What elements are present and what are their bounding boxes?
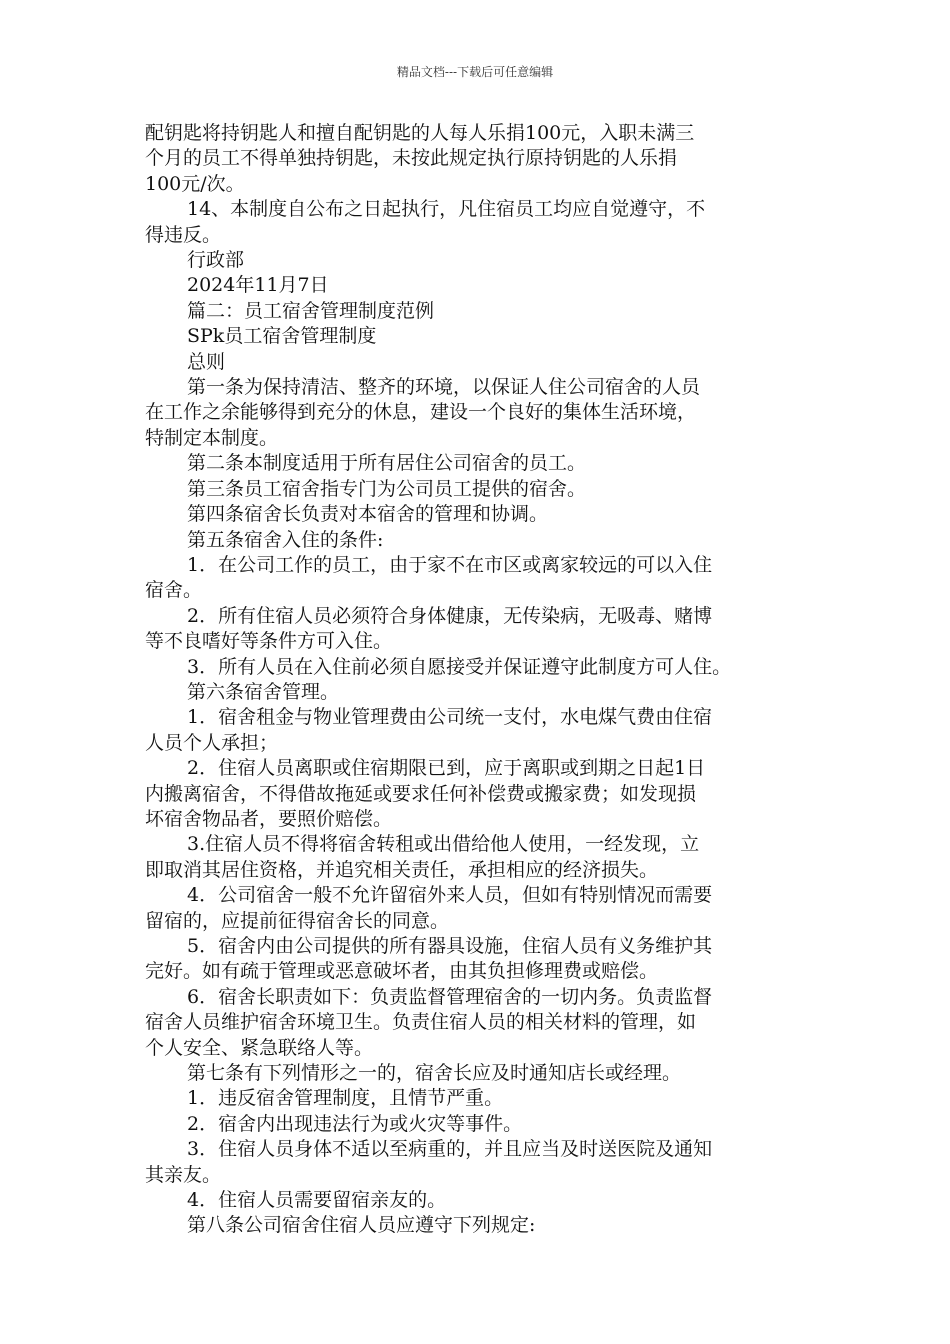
paragraph: 篇二：员工宿舍管理制度范例	[187, 299, 435, 322]
paragraph: 第八条公司宿舍住宿人员应遵守下列规定:	[187, 1214, 536, 1237]
paragraph: 5．宿舍内由公司提供的所有器具设施，住宿人员有义务维护其 完好。如有疏于管理或恶意破坏者，由其负担修理费或赔偿。	[145, 935, 713, 983]
paragraph: 4．公司宿舍一般不允许留宿外来人员，但如有特别情况而需要 留宿的，应提前征得宿舍长的同意。	[145, 884, 713, 932]
paragraph: 第七条有下列情形之一的，宿舍长应及时通知店长或经理。	[187, 1062, 682, 1085]
paragraph: 第五条宿舍入住的条件:	[187, 528, 384, 551]
paragraph: 2024年11月7日	[187, 274, 329, 297]
paragraph: 3．住宿人员身体不适以至病重的，并且应当及时送医院及通知 其亲友。	[145, 1138, 713, 1186]
paragraph: 6．宿舍长职责如下：负责监督管理宿舍的一切内务。负责监督 宿舍人员维护宿舍环境卫生。负责住宿人员的相关材料的管理，如 个人安全、紧急联络人等。	[145, 985, 713, 1059]
paragraph: 14、本制度自公布之日起执行，凡住宿员工均应自觉遵守，不 得违反。	[145, 198, 706, 246]
paragraph: 第三条员工宿舍指专门为公司员工提供的宿舍。	[187, 477, 587, 500]
paragraph: 第四条宿舍长负责对本宿舍的管理和协调。	[187, 503, 549, 526]
paragraph: 3.住宿人员不得将宿舍转租或出借给他人使用，一经发现，立 即取消其居住资格，并追究相关责任，承担相应的经济损失。	[145, 833, 700, 881]
page-header: 精品文档---下载后可任意编辑	[396, 65, 554, 79]
paragraph: SPk员工宿舍管理制度	[187, 325, 377, 348]
paragraph: 4．住宿人员需要留宿亲友的。	[187, 1189, 447, 1212]
paragraph: 1．违反宿舍管理制度，且情节严重。	[187, 1087, 504, 1110]
paragraph: 总则	[187, 350, 226, 373]
paragraph: 1．宿舍租金与物业管理费由公司统一支付，水电煤气费由住宿 人员个人承担；	[145, 706, 713, 754]
paragraph: 第二条本制度适用于所有居住公司宿舍的员工。	[187, 452, 587, 475]
paragraph: 2．宿舍内出现违法行为或火灾等事件。	[187, 1112, 523, 1135]
paragraph: 第一条为保持清洁、整齐的环境，以保证人住公司宿舍的人员 在工作之余能够得到充分的休息，建设一个良好的集体生活环境， 特制定本制度。	[145, 376, 701, 449]
paragraph: 配钥匙将持钥匙人和擅自配钥匙的人每人乐捐100元，入职未满三 个月的员工不得单独持钥匙，未按此规定执行原持钥匙的人乐捐 100元/次。	[145, 122, 695, 195]
paragraph: 1．在公司工作的员工，由于家不在市区或离家较远的可以入住 宿舍。	[145, 553, 713, 602]
paragraph: 第六条宿舍管理。	[187, 680, 340, 703]
paragraph: 3．所有人员在入住前必须自愿接受并保证遵守此制度方可人住。	[187, 655, 732, 678]
paragraph: 2．住宿人员离职或住宿期限已到，应于离职或到期之日起1日 内搬离宿舍，不得借故拖延或要求任何补偿费或搬家费；如发现损 坏宿舍物品者，要照价赔偿。	[145, 757, 706, 830]
paragraph: 2．所有住宿人员必须符合身体健康，无传染病，无吸毒、赌博 等不良嗜好等条件方可入住。	[145, 604, 713, 653]
paragraph: 行政部	[187, 249, 245, 272]
document-body	[145, 121, 813, 1239]
